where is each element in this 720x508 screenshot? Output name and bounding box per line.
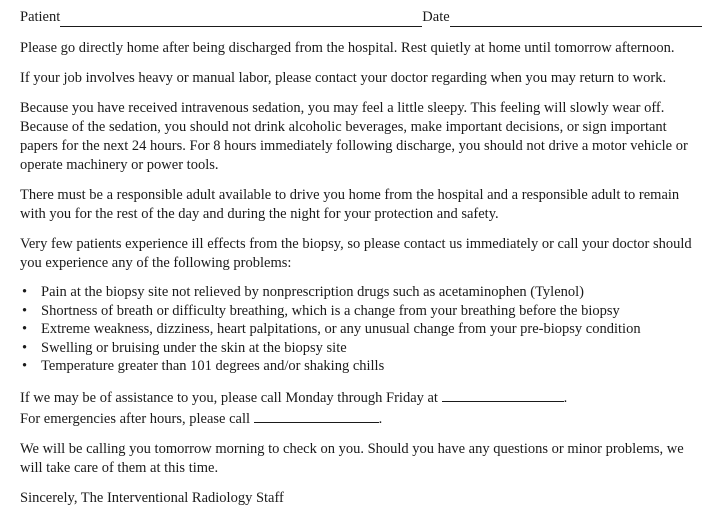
list-item: • Extreme weakness, dizziness, heart palpitations, or any unusual change from your pre-biopsy condition [22, 321, 641, 337]
bullet-icon: • [22, 302, 28, 319]
weekday-contact-text: If we may be of assistance to you, please call Monday through Friday at [20, 389, 438, 406]
contact-intro: Very few patients experience ill effects from the biopsy, so please contact us immediately or call your doctor should you experience any of the following problems: [20, 236, 692, 271]
list-item: • Temperature greater than 101 degrees and/or shaking chills [22, 358, 385, 374]
patient-date-header [20, 5, 706, 27]
sedation-instructions: Because you have received intravenous sedation, you may feel a little sleepy. This feeling will slowly wear off. Because of the sedation, you should not drink alcoholic beverages, make important decisions, or sign important papers for the next 24 hours. For 8 hours immediately following discharge, you should not drive a motor vehicle or operate machinery or power tools. [20, 100, 688, 173]
date-blank [450, 11, 702, 27]
patient-name-blank [60, 11, 422, 27]
followup-note: We will be calling you tomorrow morning to check on you. Should you have any questions or minor problems, we will take care of them at this time. [20, 440, 684, 476]
rest-instructions: Please go directly home after being discharged from the hospital. Rest quietly at home until tomorrow afternoon. [20, 40, 675, 56]
signature: Sincerely, The Interventional Radiology Staff [20, 489, 284, 506]
patient-label: Patient [20, 9, 61, 25]
emergency-contact-text: For emergencies after hours, please call [20, 410, 251, 427]
list-item: • Pain at the biopsy site not relieved by nonprescription drugs such as acetaminophen (Tylenol) [22, 284, 585, 300]
list-item: • Shortness of breath or difficulty breathing, which is a change from your breathing before the biopsy [22, 302, 620, 319]
bullet-icon: • [22, 321, 28, 337]
bullet-icon: • [22, 339, 28, 356]
weekday-phone-blank [442, 387, 564, 402]
bullet-icon: • [22, 358, 28, 374]
work-instructions: If your job involves heavy or manual labor, please contact your doctor regarding when you may return to work. [20, 70, 667, 86]
date-label: Date [422, 9, 450, 25]
problem-list [20, 283, 706, 376]
responsible-adult-instructions: There must be a responsible adult available to drive you home from the hospital and a responsible adult to remain with you for the rest of the day and during the night for your protection and safety. [20, 187, 680, 222]
list-item: • Swelling or bruising under the skin at the biopsy site [22, 339, 347, 356]
bullet-icon: • [22, 284, 28, 300]
emergency-phone-blank [254, 408, 379, 423]
contact-info: If we may be of assistance to you, please call Monday through Friday at . For emergencies after hours, please call . [20, 387, 706, 429]
